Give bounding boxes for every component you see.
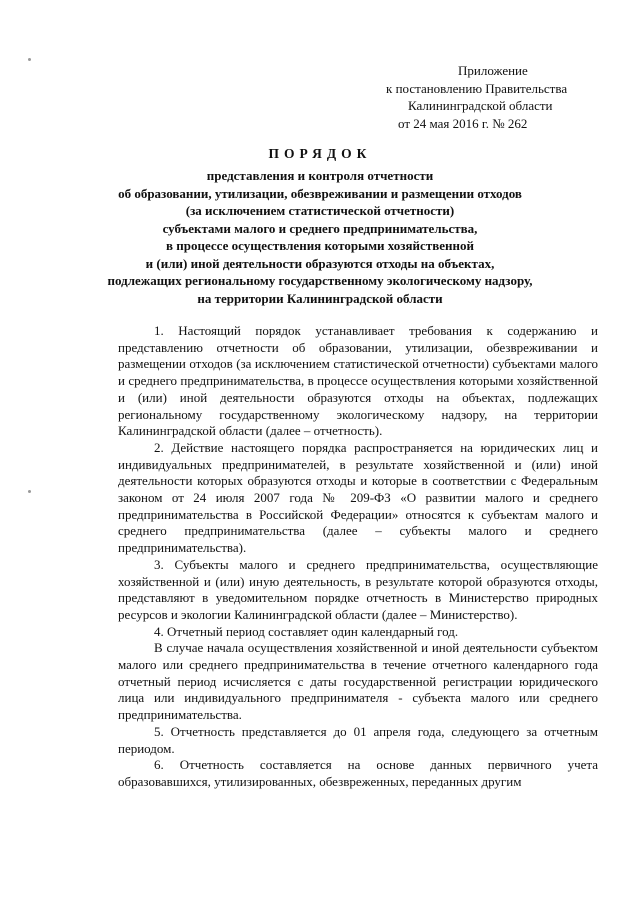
paragraph: 5. Отчетность представляется до 01 апреля года, следующего за отчетным периодом.: [118, 723, 598, 756]
paragraph: В случае начала осуществления хозяйственной и иной деятельности субъектом малого или среднего предпринимательства в течение отчетного календарного года отчетный период исчисляется с даты государственной регистрации юридического лица или индивидуального предпринимателя - субъекта малого или среднего предпринимательства.: [118, 640, 598, 723]
header-date-number: от 24 мая 2016 г. № 262: [398, 115, 528, 131]
appendix-header: [386, 62, 606, 132]
document-title: ПОРЯДОК: [268, 146, 372, 161]
margin-speck: [28, 490, 31, 493]
subtitle-line: и (или) иной деятельности образуются отходы на объектах,: [145, 255, 495, 271]
subtitle-line: (за исключением статистической отчетности): [185, 203, 455, 218]
subtitle-line: в процессе осуществления которыми хозяйственной: [166, 238, 474, 253]
paragraph: 3. Субъекты малого и среднего предпринимательства, осуществляющие хозяйственной и (или) иную деятельность, в результате которой образуются отходы, представляют в уведомительном порядке отчетность в Министерство природных ресурсов и экологии Калининградской области (далее – Министерство).: [118, 556, 598, 622]
document-subtitle: [96, 167, 544, 307]
header-line: Приложение: [458, 63, 528, 78]
subtitle-line: на территории Калининградской области: [197, 290, 443, 306]
paragraph: 1. Настоящий порядок устанавливает требования к содержанию и представлению отчетности об образовании, утилизации, обезвреживании и размещении отходов (за исключением статистической отчетности) субъектами малого и среднего предпринимательства, в процессе осуществления которыми хозяйственной и (или) иной деятельности образуются отходы на объектах, подлежащих региональному государственному экологическому надзору, на территории Калининградской области (далее – отчетность).: [118, 323, 598, 439]
document-body: [118, 323, 598, 791]
subtitle-line: представления и контроля отчетности: [206, 168, 434, 183]
header-line: Калининградской области: [408, 98, 553, 113]
paragraph: 4. Отчетный период составляет один календарный год.: [154, 623, 459, 639]
margin-speck: [28, 58, 31, 61]
paragraph: 6. Отчетность составляется на основе данных первичного учета образовавшихся, утилизированных, обезвреженных, переданных другим: [118, 757, 598, 789]
subtitle-line: субъектами малого и среднего предпринимательства,: [162, 220, 478, 236]
subtitle-line: об образовании, утилизации, обезвреживании и размещении отходов: [118, 185, 522, 201]
subtitle-line: подлежащих региональному государственному экологическому надзору,: [107, 273, 533, 288]
header-line: к постановлению Правительства: [386, 80, 568, 96]
paragraph: 2. Действие настоящего порядка распространяется на юридических лиц и индивидуальных предпринимателей, в результате хозяйственной и (или) иной деятельности которых образуются отходы и которые в соответствии с Федеральным законом от 24 июля 2007 года № 209-ФЗ «О развитии малого и среднего предпринимательства в Российской Федерации» относятся к субъектам малого и среднего предпринимательства (далее – субъекты малого и среднего предпринимательства).: [118, 439, 598, 556]
